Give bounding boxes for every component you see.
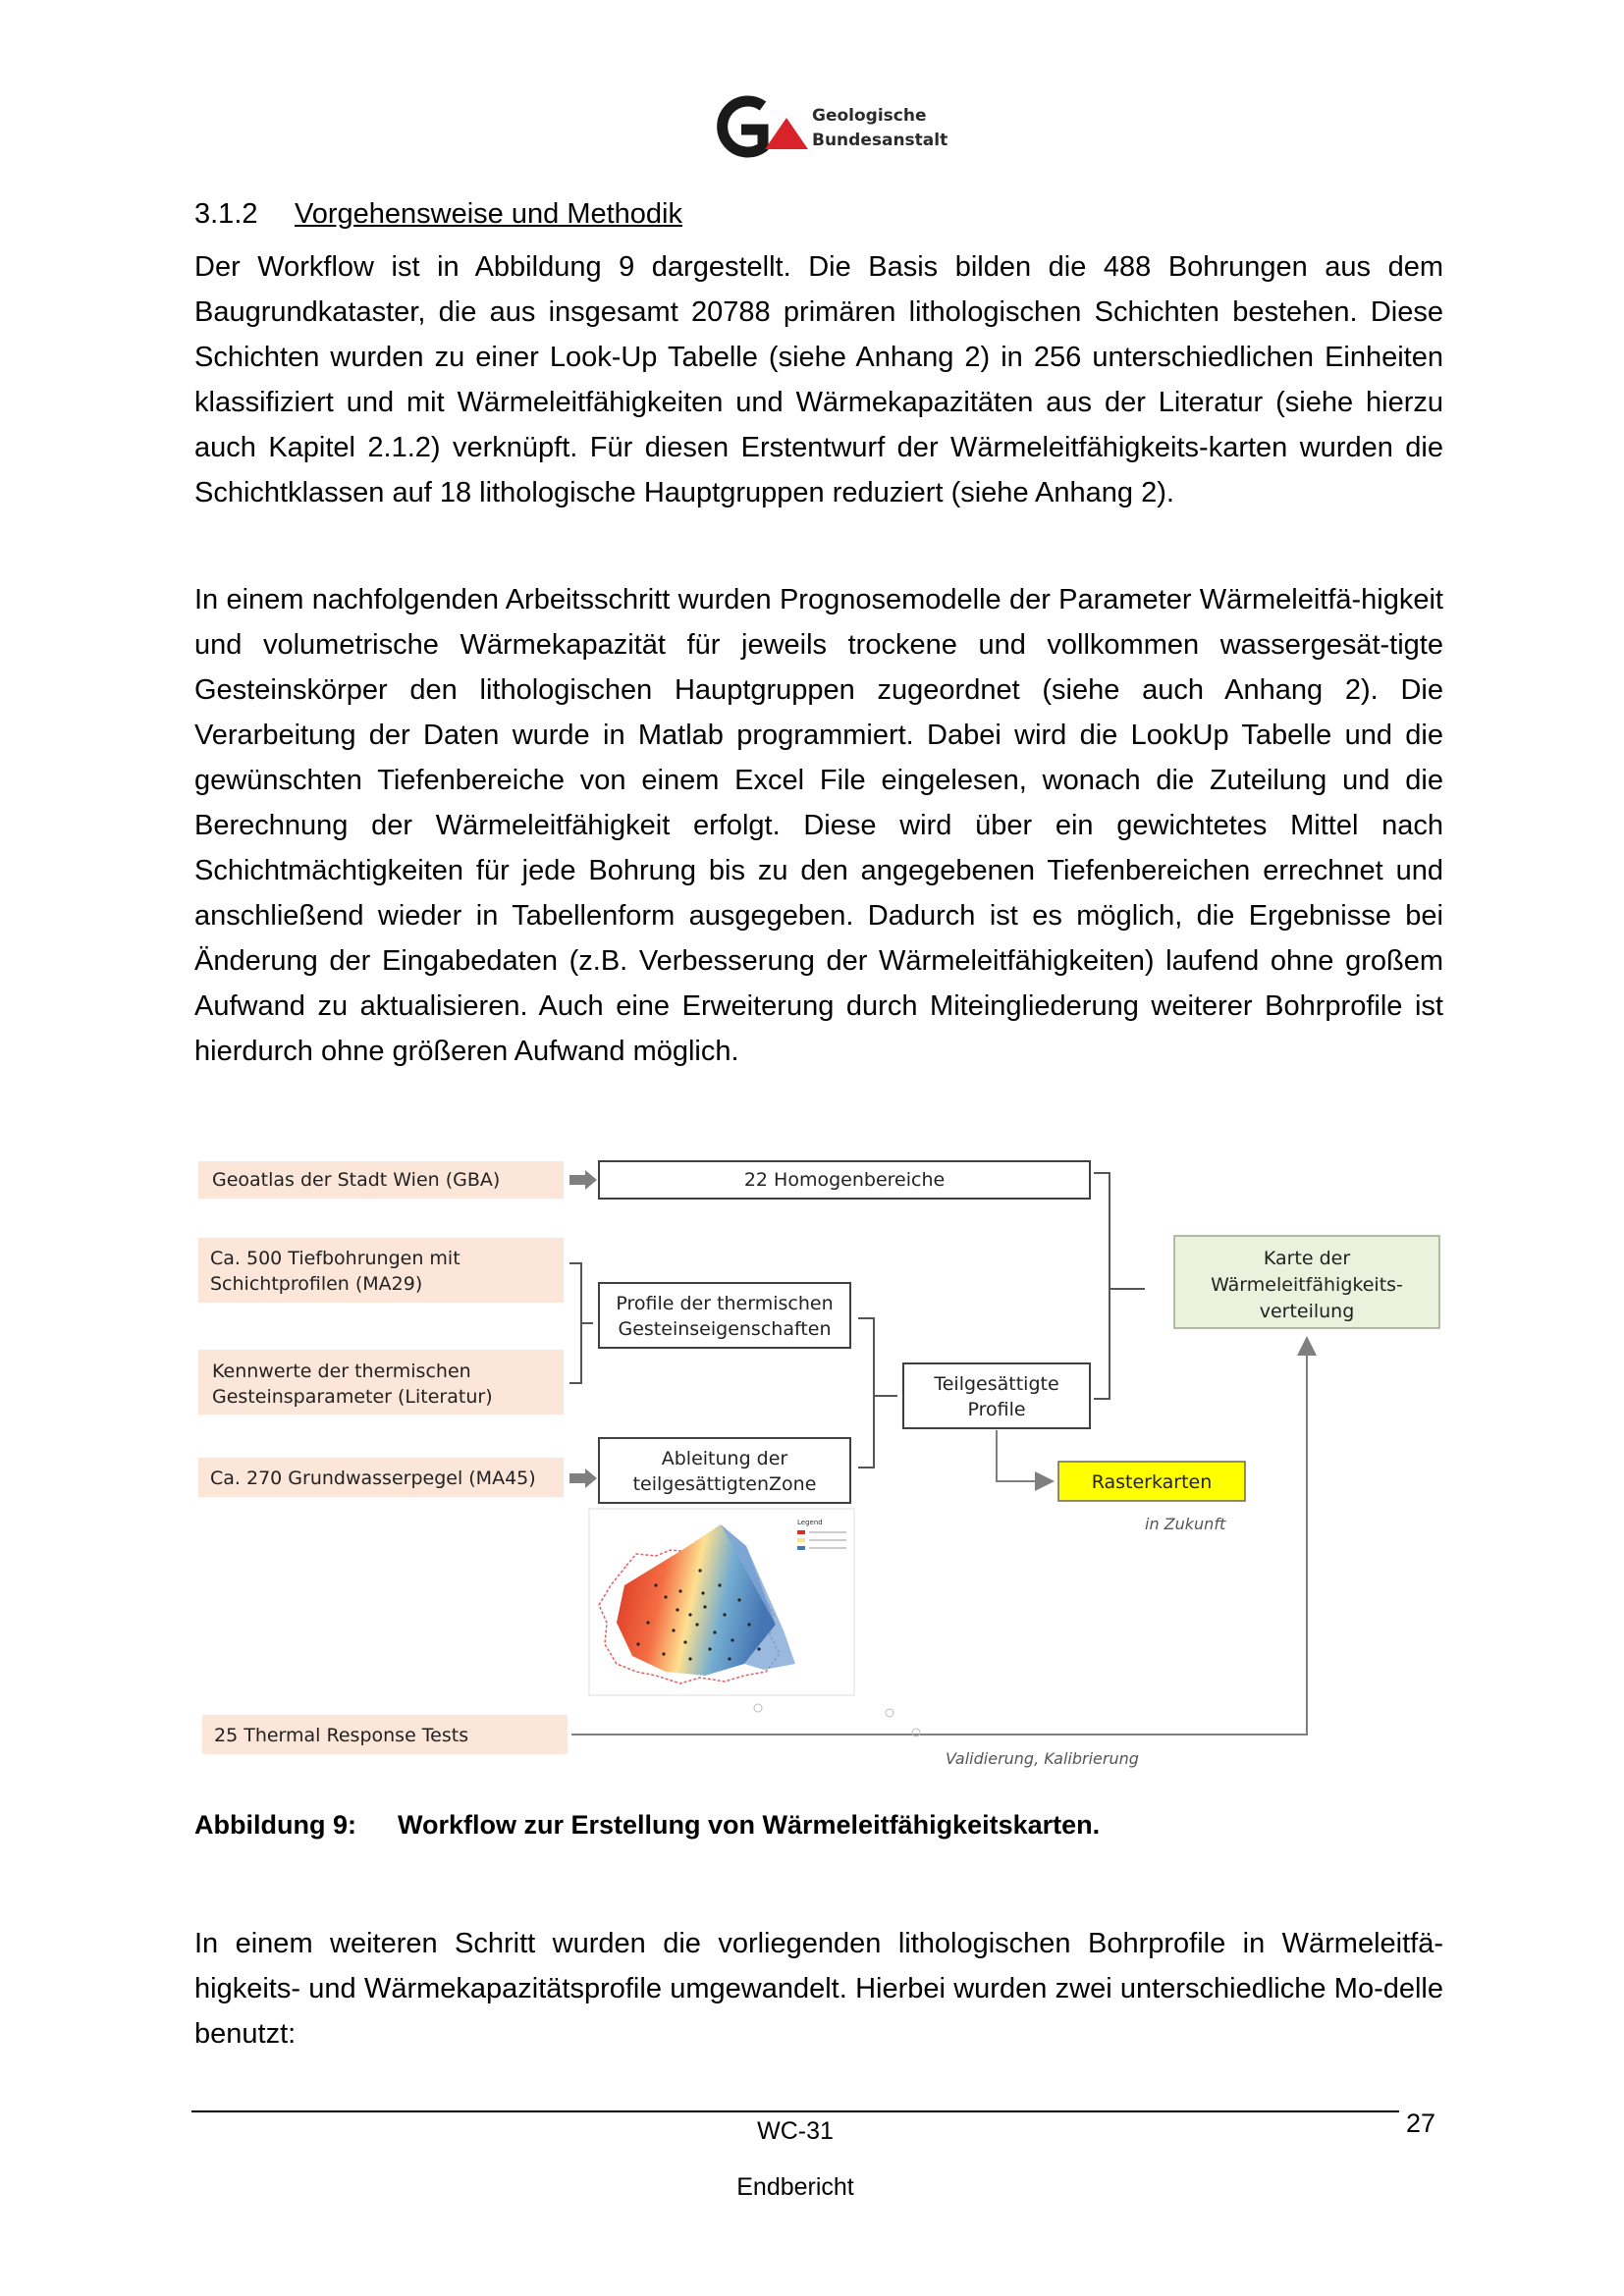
input-parameters-line1: Kennwerte der thermischen <box>212 1361 471 1382</box>
gba-logo-mark <box>702 94 810 159</box>
paragraph-profile-conversion: In einem weiteren Schritt wurden die vorliegenden lithologischen Bohrprofile in Wärmeleitfä-higkeits- und Wärmekapazitätsprofile umgewandelt. Hierbei wurden zwei unterschiedliche Mo-delle benutzt: <box>194 1928 1443 2050</box>
arrow-partial-to-raster <box>997 1430 1053 1481</box>
box-partial-line1: Teilgesättigte <box>934 1373 1059 1395</box>
input-trt <box>202 1715 568 1754</box>
arrow-groundwater <box>569 1468 597 1488</box>
footer-rule <box>191 2110 1399 2112</box>
box-thermal-profiles <box>599 1283 850 1348</box>
gba-logo <box>702 94 947 159</box>
footer-report-type: Endbericht <box>736 2173 854 2201</box>
input-trt-label: 25 Thermal Response Tests <box>214 1725 469 1746</box>
workflow-diagram <box>194 1153 1443 1782</box>
box-homogeneous-label: 22 Homogenbereiche <box>743 1169 946 1191</box>
brace-profiles-derivation <box>858 1318 897 1468</box>
future-note: in Zukunft <box>1145 1515 1226 1533</box>
input-groundwater <box>198 1458 564 1497</box>
inset-legend-title: Legend <box>797 1519 823 1526</box>
input-parameters <box>198 1350 564 1415</box>
footer-project-code: WC-31 <box>757 2117 834 2145</box>
workflow-diagram-svg <box>194 1153 1443 1782</box>
box-thermal-profiles-line1: Profile der thermischen <box>616 1293 834 1314</box>
box-raster-maps <box>1058 1462 1245 1501</box>
box-partially-saturated <box>903 1363 1090 1428</box>
arrow-geoatlas <box>569 1170 597 1190</box>
input-parameters-line2: Gesteinsparameter (Literatur) <box>212 1386 493 1408</box>
box-raster-label: Rasterkarten <box>1091 1471 1213 1493</box>
section-number: 3.1.2 <box>194 198 258 230</box>
box-partial-line2: Profile <box>967 1399 1026 1420</box>
input-geoatlas-label: Geoatlas der Stadt Wien (GBA) <box>212 1169 501 1191</box>
box-homogeneous-areas <box>599 1161 1090 1199</box>
input-groundwater-label: Ca. 270 Grundwasserpegel (MA45) <box>210 1468 536 1489</box>
paragraph-prognosis-models: In einem nachfolgenden Arbeitsschritt wurden Prognosemodelle der Parameter Wärmeleitfä-higkeit und volumetrische Wärmekapazität für jeweils trockene und vollkommen wassergesät-tigte Gesteinskörper den lithologischen Hauptgruppen zugeordnet (siehe auch Anhang 2). Die Verarbeitung der Daten wurde in Matlab programmiert. Dabei wird die LookUp Tabelle und die gewünschten Tiefenbereiche von einem Excel File eingelesen, wonach die Zuteilung und die Berechnung der Wärmeleitfähigkeit erfolgt. Diese wird über ein gewichtetes Mittel nach Schichtmächtigkeiten für jede Bohrung bis zu den angegebenen Tiefenbereichen errechnet und anschließend wieder in Tabellenform ausgegeben. Dadurch ist es möglich, die Ergebnisse bei Änderung der Eingabedaten (z.B. Verbesserung der Wärmeleitfähigkeiten) laufend ohne großem Aufwand zu aktualisieren. Auch eine Erweiterung durch Miteingliederung weiterer Bohrprofile ist hierdurch ohne größeren Aufwand möglich. <box>194 584 1443 1067</box>
input-boreholes <box>198 1238 564 1303</box>
org-name <box>812 104 947 153</box>
paragraph-workflow: Der Workflow ist in Abbildung 9 dargestellt. Die Basis bilden die 488 Bohrungen aus dem Baugrundkataster, die aus insgesamt 20788 primären lithologischen Schichten bestehen. Diese Schichten wurden zu einer Look-Up Tabelle (siehe Anhang 2) in 256 unterschiedlichen Einheiten klassifiziert und mit Wärmeleitfähigkeiten und Wärmekapazitäten aus der Literatur (siehe hierzu auch Kapitel 2.1.2) verknüpft. Für diesen Erstentwurf der Wärmeleitfähigkeits-karten wurden die Schichtklassen auf 18 lithologische Hauptgruppen reduziert (siehe Anhang 2). <box>194 251 1443 508</box>
section-title: Vorgehensweise und Methodik <box>295 198 682 230</box>
box-derivation-line1: Ableitung der <box>661 1448 788 1469</box>
inset-heat-map <box>589 1509 920 1736</box>
box-derivation-line2: teilgesättigtenZone <box>632 1473 817 1495</box>
brace-to-output <box>1094 1173 1145 1399</box>
org-name-line1: Geologische <box>812 106 927 126</box>
box-map-line2: Wärmeleitfähigkeits- <box>1211 1274 1403 1296</box>
box-map-line3: verteilung <box>1259 1301 1355 1322</box>
box-map-line1: Karte der <box>1263 1248 1351 1269</box>
box-derivation-zone <box>599 1438 850 1503</box>
input-geoatlas <box>198 1161 564 1199</box>
figure-label: Abbildung 9: <box>194 1810 356 1840</box>
input-boreholes-line2: Schichtprofilen (MA29) <box>210 1273 423 1295</box>
input-boreholes-line1: Ca. 500 Tiefbohrungen mit <box>210 1248 460 1269</box>
box-conductivity-map <box>1174 1236 1439 1328</box>
brace-boreholes-parameters <box>569 1263 593 1383</box>
box-thermal-profiles-line2: Gesteinseigenschaften <box>618 1318 832 1340</box>
figure-caption <box>194 1806 1100 1843</box>
page-number: 27 <box>1406 2109 1436 2138</box>
section-heading <box>194 194 682 234</box>
org-name-line2: Bundesanstalt <box>812 131 948 150</box>
figure-caption-text: Workflow zur Erstellung von Wärmeleitfähigkeitskarten. <box>398 1810 1101 1840</box>
validation-note: Validierung, Kalibrierung <box>946 1749 1139 1768</box>
